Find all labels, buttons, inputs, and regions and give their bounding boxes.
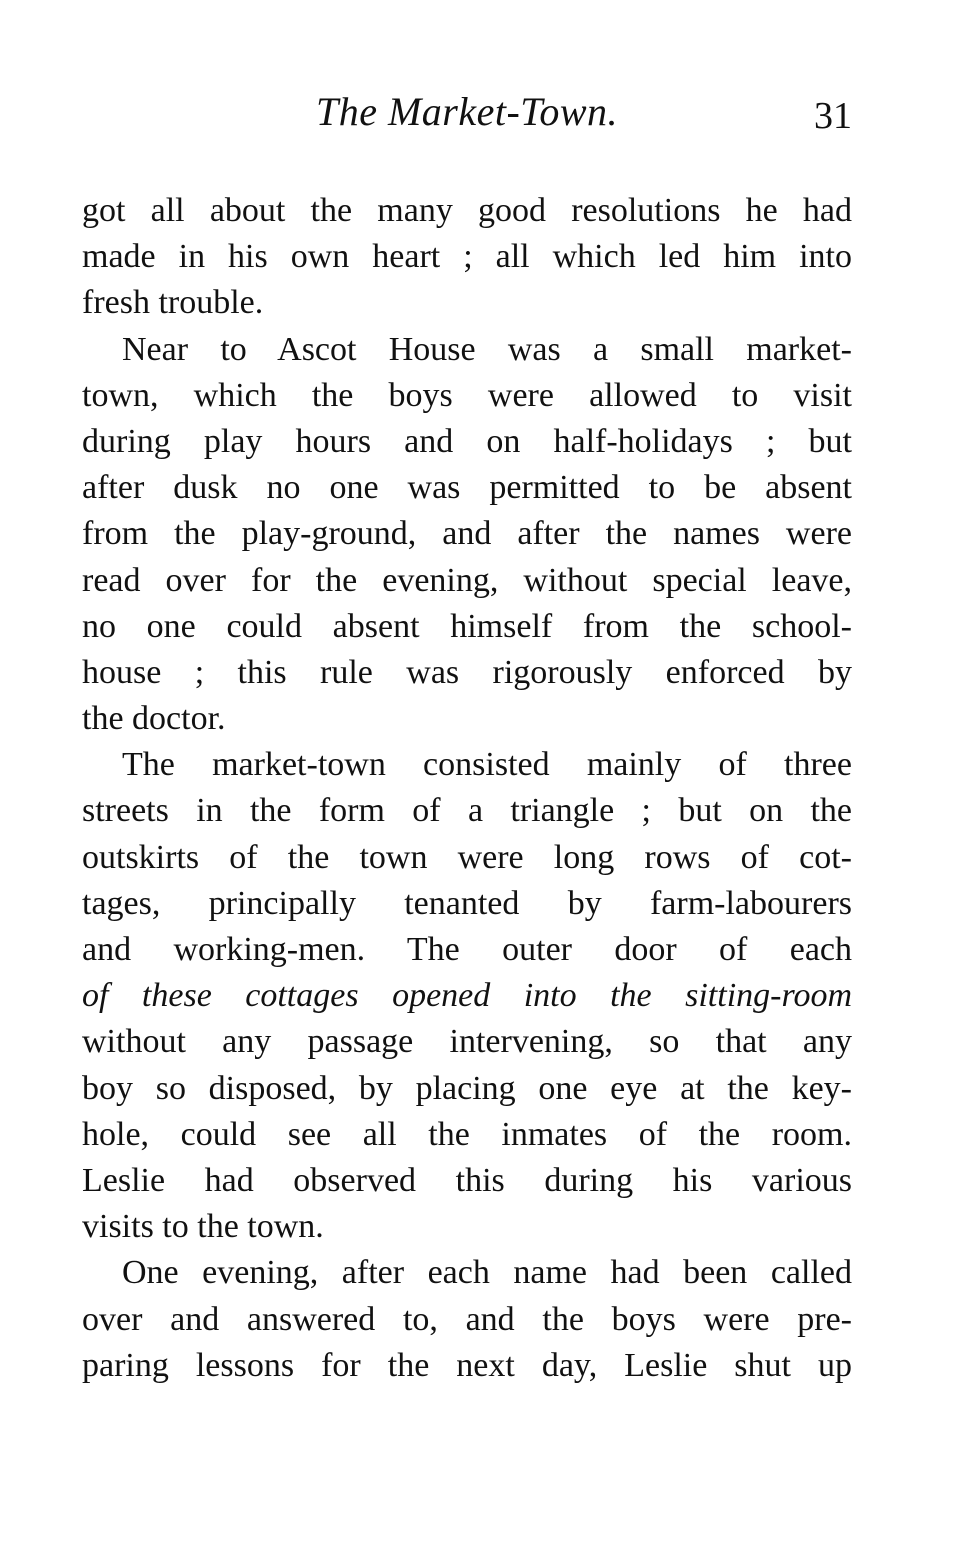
text-line: paring lessons for the next day, Leslie shut up [82,1346,852,1384]
text-line: without any passage intervening, so that any [82,1023,852,1061]
text-line: during play hours and on half-holidays ; but [82,422,852,460]
paragraph-start-line: Near to Ascot House was a small market- [122,330,852,368]
paragraph-start-line: The market-town consisted mainly of three [122,746,852,784]
text-line: read over for the evening, without special leave, [82,561,852,599]
text-line: after dusk no one was permitted to be absent [82,469,852,507]
text-line: got all about the many good resolutions he had [82,192,852,229]
text-line: visits to the town. [82,1208,324,1246]
page-header [82,88,852,148]
text-line: no one could absent himself from the school- [82,607,852,645]
text-line: house ; this rule was rigorously enforced by [82,653,852,691]
text-line: tages, principally tenanted by farm-labourers [82,884,852,922]
text-line: made in his own heart ; all which led him into [82,238,852,276]
text-line: the doctor. [82,700,226,738]
page-number: 31 [814,95,852,137]
text-line: town, which the boys were allowed to visit [82,376,852,414]
text-line: fresh trouble. [82,284,264,322]
paragraph-start-line: One evening, after each name had been called [122,1254,852,1292]
text-line: streets in the form of a triangle ; but on the [82,792,852,830]
text-line: from the play-ground, and after the names were [82,515,852,553]
italic-text-line: of these cottages opened into the sitting-room [82,977,852,1015]
text-line: over and answered to, and the boys were pre- [82,1300,852,1338]
text-line: boy so disposed, by placing one eye at the key- [82,1069,852,1107]
text-line: outskirts of the town were long rows of cot- [82,838,852,876]
text-line: and working-men. The outer door of each [82,931,852,968]
text-line: hole, could see all the inmates of the room. [82,1115,852,1153]
text-line: Leslie had observed this during his various [82,1161,852,1199]
body-text [82,188,852,1389]
running-title: The Market-Town. [315,89,619,134]
